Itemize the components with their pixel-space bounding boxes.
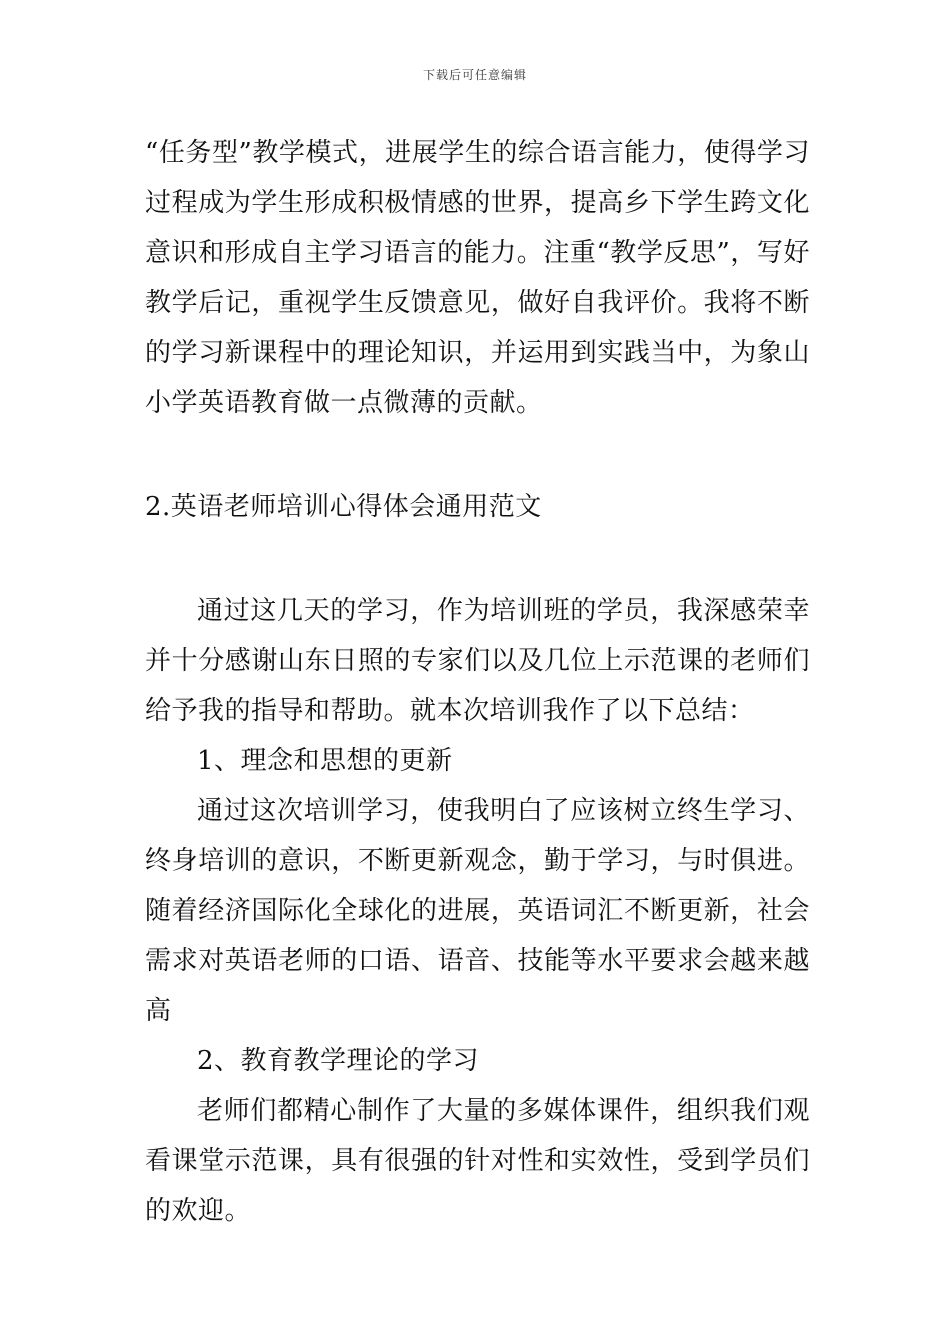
section-heading: 2.英语老师培训心得体会通用范文 xyxy=(145,492,542,522)
paragraph-theory-study: 老师们都精心制作了大量的多媒体课件，组织我们观看课堂示范课，具有很强的针对性和实效性，受到学员们的欢迎。 xyxy=(145,1096,810,1226)
subheading-theory-study: 2、教育教学理论的学习 xyxy=(197,1046,480,1076)
page-header-note: 下载后可任意编辑 xyxy=(422,68,527,82)
paragraph-training-intro: 通过这几天的学习，作为培训班的学员，我深感荣幸并十分感谢山东日照的专家们以及几位上示范课的老师们给予我的指导和帮助。就本次培训我作了以下总结： xyxy=(145,596,810,726)
paragraph-concept-update: 通过这次培训学习，使我明白了应该树立终生学习、终身培训的意识，不断更新观念，勤于学习，与时俱进。随着经济国际化全球化的进展，英语词汇不断更新，社会需求对英语老师的口语、语音、技能等水平要求会越来越高 xyxy=(145,796,810,1026)
subheading-concept-update: 1、理念和思想的更新 xyxy=(197,746,453,776)
document-body xyxy=(145,128,810,1236)
paragraph-intro: “任务型”教学模式，进展学生的综合语言能力，使得学习过程成为学生形成积极情感的世界，提高乡下学生跨文化意识和形成自主学习语言的能力。注重“教学反思”，写好教学后记，重视学生反馈意见，做好自我评价。我将不断的学习新课程中的理论知识，并运用到实践当中，为象山小学英语教育做一点微薄的贡献。 xyxy=(145,138,810,418)
